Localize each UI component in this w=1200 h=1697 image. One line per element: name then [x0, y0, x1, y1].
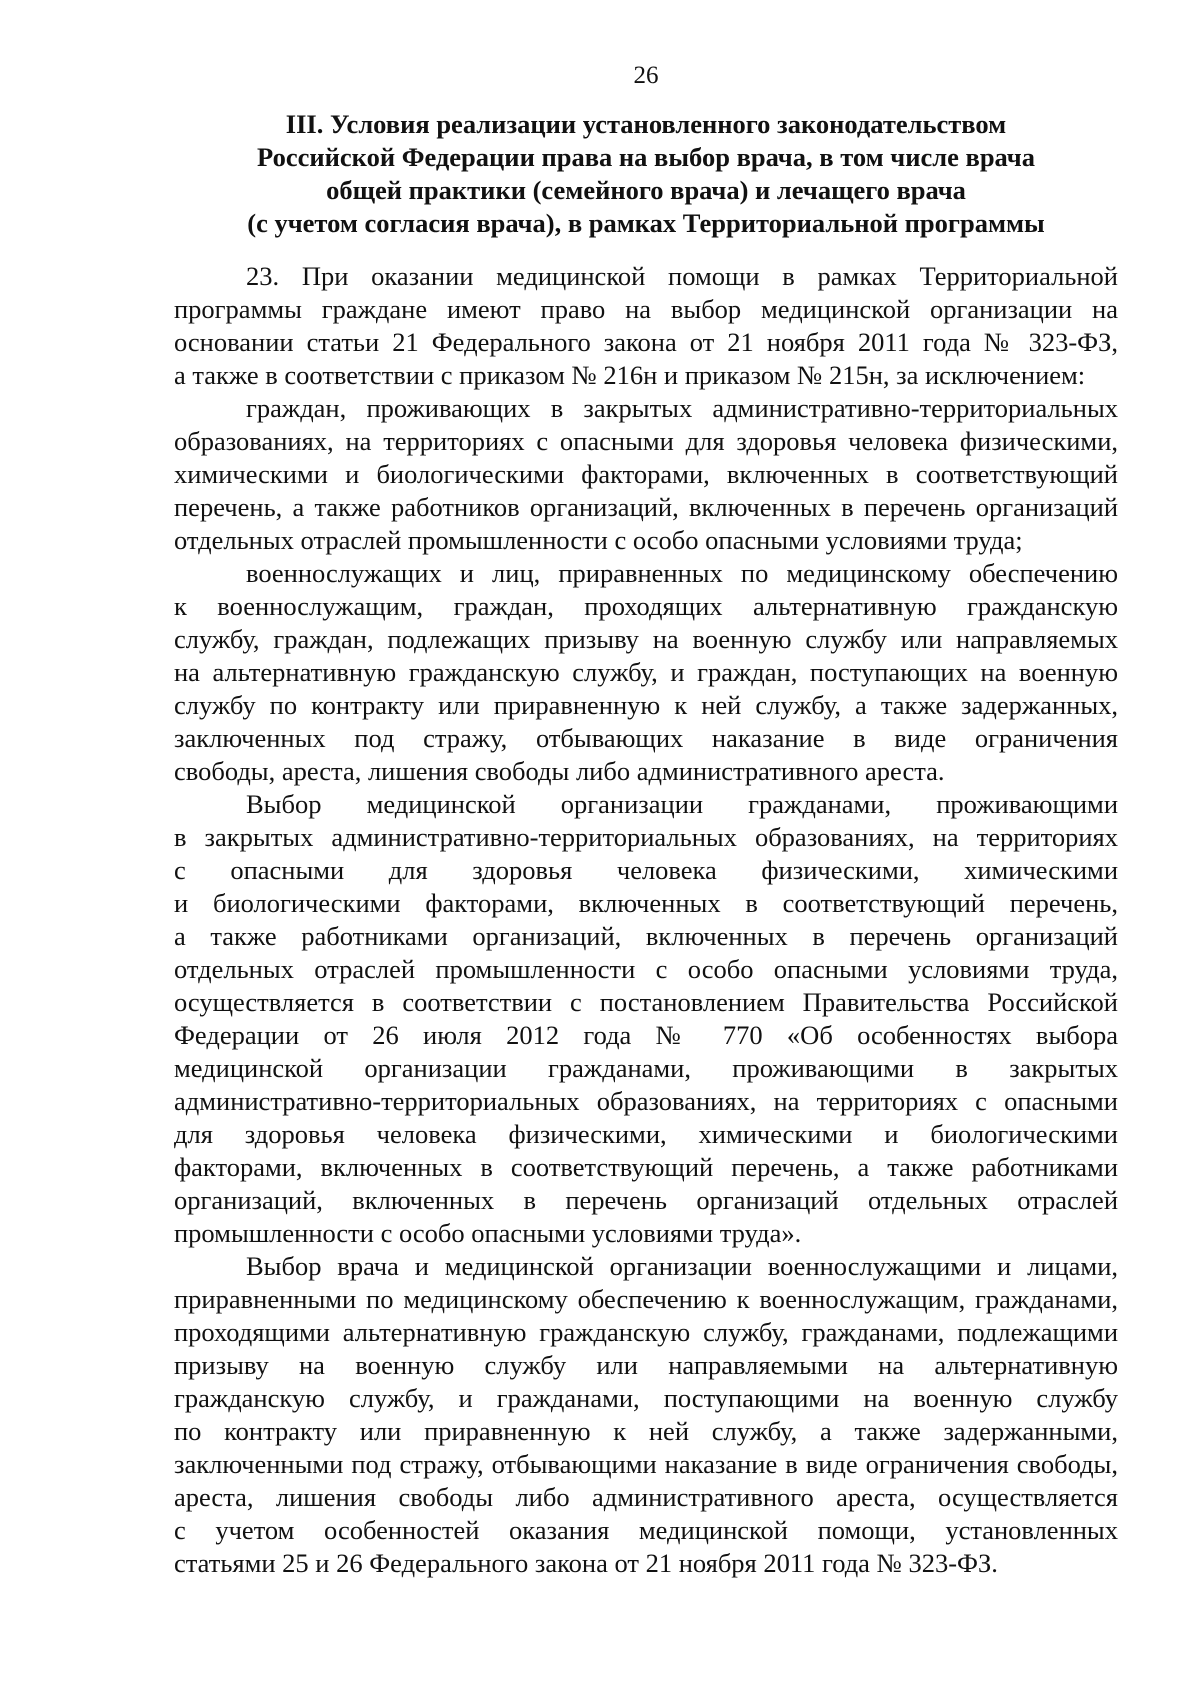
text-line: с учетом особенностей оказания медицинской помощи, установленных [174, 1515, 1118, 1545]
paragraph [174, 557, 1118, 788]
text-line: с опасными для здоровья человека физическими, химическими [174, 855, 1118, 885]
text-line: перечень, а также работников организаций, включенных в перечень организаций [174, 492, 1118, 522]
text-line: факторами, включенных в соответствующий перечень, а также работниками [174, 1152, 1118, 1182]
section-title-line: общей практики (семейного врача) и лечащего врача [326, 175, 966, 205]
text-line: организаций, включенных в перечень организаций отдельных отраслей [174, 1185, 1118, 1215]
text-line: а также в соответствии с приказом № 216н и приказом № 215н, за исключением: [174, 360, 1086, 390]
text-line: основании статьи 21 Федерального закона от 21 ноября 2011 года № 323-ФЗ, [174, 327, 1118, 357]
text-line: программы граждане имеют право на выбор медицинской организации на [174, 294, 1118, 324]
text-line: граждан, проживающих в закрытых административно-территориальных [246, 393, 1118, 423]
document-page [174, 60, 1118, 1580]
text-line: гражданскую службу, и гражданами, поступающими на военную службу [174, 1383, 1118, 1413]
section-title-line: (с учетом согласия врача), в рамках Территориальной программы [247, 208, 1045, 238]
text-line: отдельных отраслей промышленности с особо опасными условиями труда, [174, 954, 1118, 984]
text-line: медицинской организации гражданами, проживающими в закрытых [174, 1053, 1118, 1083]
text-line: по контракту или приравненную к ней службу, а также задержанными, [174, 1416, 1118, 1446]
text-line: службу по контракту или приравненную к ней службу, а также задержанных, [174, 690, 1118, 720]
text-line: отдельных отраслей промышленности с особо опасными условиями труда; [174, 525, 1023, 555]
text-line: в закрытых административно-территориальных образованиях, на территориях [174, 822, 1118, 852]
text-line: на альтернативную гражданскую службу, и граждан, поступающих на военную [174, 657, 1118, 687]
text-line: ареста, лишения свободы либо административного ареста, осуществляется [174, 1482, 1118, 1512]
paragraph [174, 1250, 1118, 1580]
text-line: для здоровья человека физическими, химическими и биологическими [174, 1119, 1118, 1149]
text-line: химическими и биологическими факторами, включенных в соответствующий [174, 459, 1118, 489]
text-line: проходящими альтернативную гражданскую службу, гражданами, подлежащими [174, 1317, 1118, 1347]
text-line: образованиях, на территориях с опасными для здоровья человека физическими, [174, 426, 1118, 456]
paragraph [174, 392, 1118, 557]
text-line: свободы, ареста, лишения свободы либо административного ареста. [174, 756, 945, 786]
section-title [174, 108, 1118, 240]
paragraph [174, 788, 1118, 1250]
text-line: промышленности с особо опасными условиями труда». [174, 1218, 802, 1248]
body-text [174, 260, 1118, 1580]
text-line: призыву на военную службу или направляемыми на альтернативную [174, 1350, 1118, 1380]
section-title-line: Российской Федерации права на выбор врача, в том числе врача [257, 142, 1035, 172]
text-line: Выбор врача и медицинской организации военнослужащими и лицами, [246, 1251, 1118, 1281]
text-line: Выбор медицинской организации гражданами, проживающими [246, 789, 1118, 819]
section-title-line: III. Условия реализации установленного законодательством [285, 109, 1007, 139]
text-line: службу, граждан, подлежащих призыву на военную службу или направляемых [174, 624, 1118, 654]
text-line: приравненными по медицинскому обеспечению к военнослужащим, гражданами, [174, 1284, 1118, 1314]
paragraph [174, 260, 1118, 392]
text-line: военнослужащих и лиц, приравненных по медицинскому обеспечению [246, 558, 1118, 588]
text-line: и биологическими факторами, включенных в соответствующий перечень, [174, 888, 1118, 918]
text-line: к военнослужащим, граждан, проходящих альтернативную гражданскую [174, 591, 1118, 621]
page-number: 26 [633, 62, 659, 89]
text-line: заключенными под стражу, отбывающими наказание в виде ограничения свободы, [174, 1449, 1118, 1479]
text-line: статьями 25 и 26 Федерального закона от 21 ноября 2011 года № 323-ФЗ. [174, 1548, 998, 1578]
text-line: заключенных под стражу, отбывающих наказание в виде ограничения [174, 723, 1118, 753]
text-line: осуществляется в соответствии с постановлением Правительства Российской [174, 987, 1118, 1017]
text-line: Федерации от 26 июля 2012 года № 770 «Об особенностях выбора [174, 1020, 1118, 1050]
text-line: административно-территориальных образованиях, на территориях с опасными [174, 1086, 1118, 1116]
text-line: 23. При оказании медицинской помощи в рамках Территориальной [246, 261, 1118, 291]
text-line: а также работниками организаций, включенных в перечень организаций [174, 921, 1118, 951]
